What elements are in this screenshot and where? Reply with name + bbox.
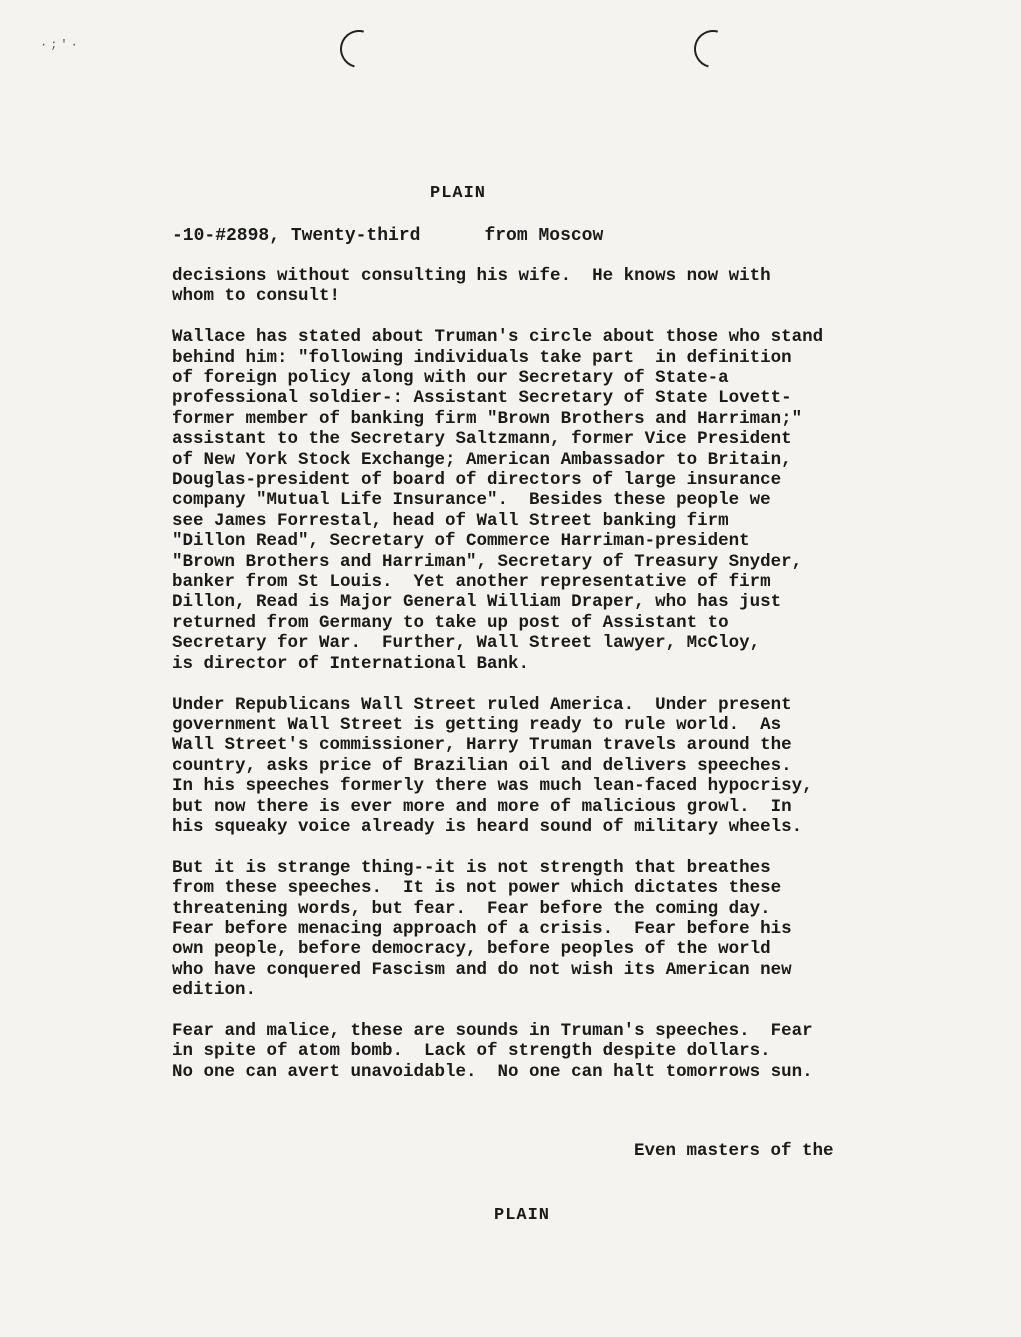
text-line: Douglas-president of board of directors of large insurance <box>172 470 782 491</box>
text-line: former member of banking firm "Brown Brothers and Harriman;" <box>172 408 803 429</box>
punch-hole-right <box>687 23 739 75</box>
text-line: Fear and malice, these are sounds in Truman's speeches. Fear <box>172 1020 813 1041</box>
text-line: own people, before democracy, before peoples of the world <box>172 939 771 960</box>
text-line: see James Forrestal, head of Wall Street banking firm <box>172 510 729 531</box>
text-line: whom to consult! <box>172 286 341 307</box>
paragraph-4 <box>172 858 972 1001</box>
paragraph-5 <box>172 1021 972 1082</box>
text-line: In his speeches formerly there was much lean-faced hypocrisy, <box>172 776 813 797</box>
paragraph-1 <box>172 266 972 307</box>
telegram-origin: from Moscow <box>484 226 604 246</box>
text-line: assistant to the Secretary Saltzmann, former Vice President <box>172 429 792 450</box>
text-line: Wall Street's commissioner, Harry Truman travels around the <box>172 735 792 756</box>
text-line: of foreign policy along with our Secretary of State-a <box>172 368 729 389</box>
telegram-header <box>172 226 603 246</box>
text-line: but now there is ever more and more of malicious growl. In <box>172 796 792 817</box>
telegram-reference: -10-#2898, Twenty-third <box>172 226 421 246</box>
text-line: returned from Germany to take up post of Assistant to <box>172 612 729 633</box>
text-line: edition. <box>172 980 257 1001</box>
classification-footer: PLAIN <box>494 1206 551 1225</box>
text-line: But it is strange thing--it is not strength that breathes <box>172 857 771 878</box>
text-line: banker from St Louis. Yet another representative of firm <box>172 572 771 593</box>
text-line: is director of International Bank. <box>172 653 530 674</box>
text-line: behind him: "following individuals take part in definition <box>172 347 792 368</box>
classification-header: PLAIN <box>430 184 487 203</box>
text-line: in spite of atom bomb. Lack of strength despite dollars. <box>172 1041 771 1062</box>
text-line: decisions without consulting his wife. He knows now with <box>172 266 771 286</box>
text-line: "Dillon Read", Secretary of Commerce Harriman-president <box>172 531 750 552</box>
text-line: his squeaky voice already is heard sound of military wheels. <box>172 816 803 837</box>
text-line: company "Mutual Life Insurance". Besides these people we <box>172 490 771 511</box>
paragraph-2 <box>172 327 972 674</box>
text-line: professional soldier-: Assistant Secretary of State Lovett- <box>172 388 792 409</box>
text-line: who have conquered Fascism and do not wish its American new <box>172 959 792 980</box>
text-line: Wallace has stated about Truman's circle about those who stand <box>172 327 824 348</box>
paper-specks: ·;'· <box>40 38 81 52</box>
punch-hole-left <box>333 23 385 75</box>
text-line: Dillon, Read is Major General William Draper, who has just <box>172 592 782 613</box>
text-line: country, asks price of Brazilian oil and delivers speeches. <box>172 755 792 776</box>
continuation-fragment: Even masters of the <box>634 1141 834 1161</box>
telegram-body <box>172 266 972 1103</box>
text-line: Fear before menacing approach of a crisis. Fear before his <box>172 918 792 939</box>
text-line: Under Republicans Wall Street ruled America. Under present <box>172 694 792 715</box>
text-line: No one can avert unavoidable. No one can halt tomorrows sun. <box>172 1061 813 1082</box>
text-line: threatening words, but fear. Fear before the coming day. <box>172 898 771 919</box>
text-line: government Wall Street is getting ready to rule world. As <box>172 714 782 735</box>
text-line: "Brown Brothers and Harriman", Secretary of Treasury Snyder, <box>172 551 803 572</box>
text-line: Secretary for War. Further, Wall Street lawyer, McCloy, <box>172 633 761 654</box>
text-line: from these speeches. It is not power which dictates these <box>172 878 782 899</box>
text-line: of New York Stock Exchange; American Ambassador to Britain, <box>172 449 792 470</box>
paragraph-3 <box>172 695 972 838</box>
